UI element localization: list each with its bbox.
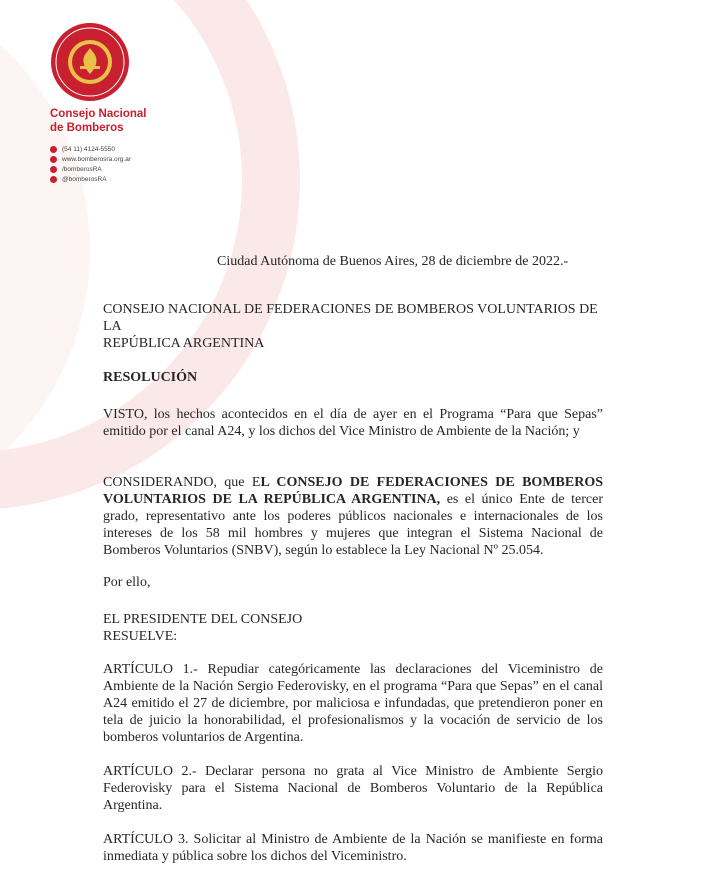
addressee-line1: CONSEJO NACIONAL DE FEDERACIONES DE BOMBEROS VOLUNTARIOS DE LA (103, 302, 598, 334)
org-name (50, 107, 250, 135)
phone-icon (50, 146, 57, 153)
fire-department-seal-logo (50, 22, 130, 102)
contact-instagram: @bomberosRA (50, 174, 250, 184)
contact-list (50, 144, 250, 184)
contact-facebook: /bomberosRA (50, 164, 250, 174)
por-ello: Por ello, (103, 575, 151, 590)
web-icon (50, 156, 57, 163)
visto-paragraph: VISTO, los hechos acontecidos en el día de ayer en el Programa “Para que Sepas” emitido por el canal A24, y los dichos del Vice Ministro de Ambiente de la Nación; y (103, 407, 603, 439)
org-name-line2: de Bomberos (50, 122, 124, 134)
date-line: Ciudad Autónoma de Buenos Aires, 28 de diciembre de 2022.- (217, 254, 569, 269)
resolution-heading: RESOLUCIÓN (103, 370, 198, 385)
resuelve-line: RESUELVE: (103, 629, 178, 644)
article-2: ARTÍCULO 2.- Declarar persona no grata al Vice Ministro de Ambiente Sergio Federovisky para el Sistema Nacional de Bomberos Voluntario de la República Argentina. (103, 764, 603, 813)
president-block (103, 611, 302, 645)
contact-web: www.bomberosra.org.ar (50, 154, 250, 164)
contact-phone: (54 11) 4124-5550 (50, 144, 250, 154)
considerando-rest: es el único Ente de tercer grado, representativo ante los poderes públicos nacionales e internacionales de los intereses de los 58 mil hombres y mujeres que integran el Sistema Nacional de Bomberos Voluntarios (SNBV), según lo establece la Ley Nacional Nº 25.054. (103, 492, 603, 558)
considerando-prefix: CONSIDERANDO, que E (103, 475, 261, 490)
addressee-line2: REPÚBLICA ARGENTINA (103, 336, 265, 351)
org-name-line1: Consejo Nacional (50, 108, 147, 120)
president-line: EL PRESIDENTE DEL CONSEJO (103, 612, 303, 627)
considerando-bold: L CONSEJO DE FEDERACIONES DE BOMBEROS VOLUNTARIOS DE LA REPÚBLICA ARGENTINA, (103, 475, 604, 507)
facebook-icon (50, 166, 57, 173)
article-1: ARTÍCULO 1.- Repudiar categóricamente las declaraciones del Viceministro de Ambiente de la Nación Sergio Federovisky, en el programa “Para que Sepas” en el canal A24 emitido el 27 de diciembre, por maliciosa e infundadas, que pretendieron poner en tela de juicio la honorabilidad, el profesionalismos y la vocación de servicio de los bomberos voluntarios de Argentina. (103, 662, 603, 745)
considerando-paragraph (103, 474, 603, 559)
article-3: ARTÍCULO 3. Solicitar al Ministro de Ambiente de la Nación se manifieste en forma inmediata y pública sobre los dichos del Viceministro. (103, 832, 603, 864)
addressee (103, 301, 603, 352)
instagram-icon (50, 176, 57, 183)
